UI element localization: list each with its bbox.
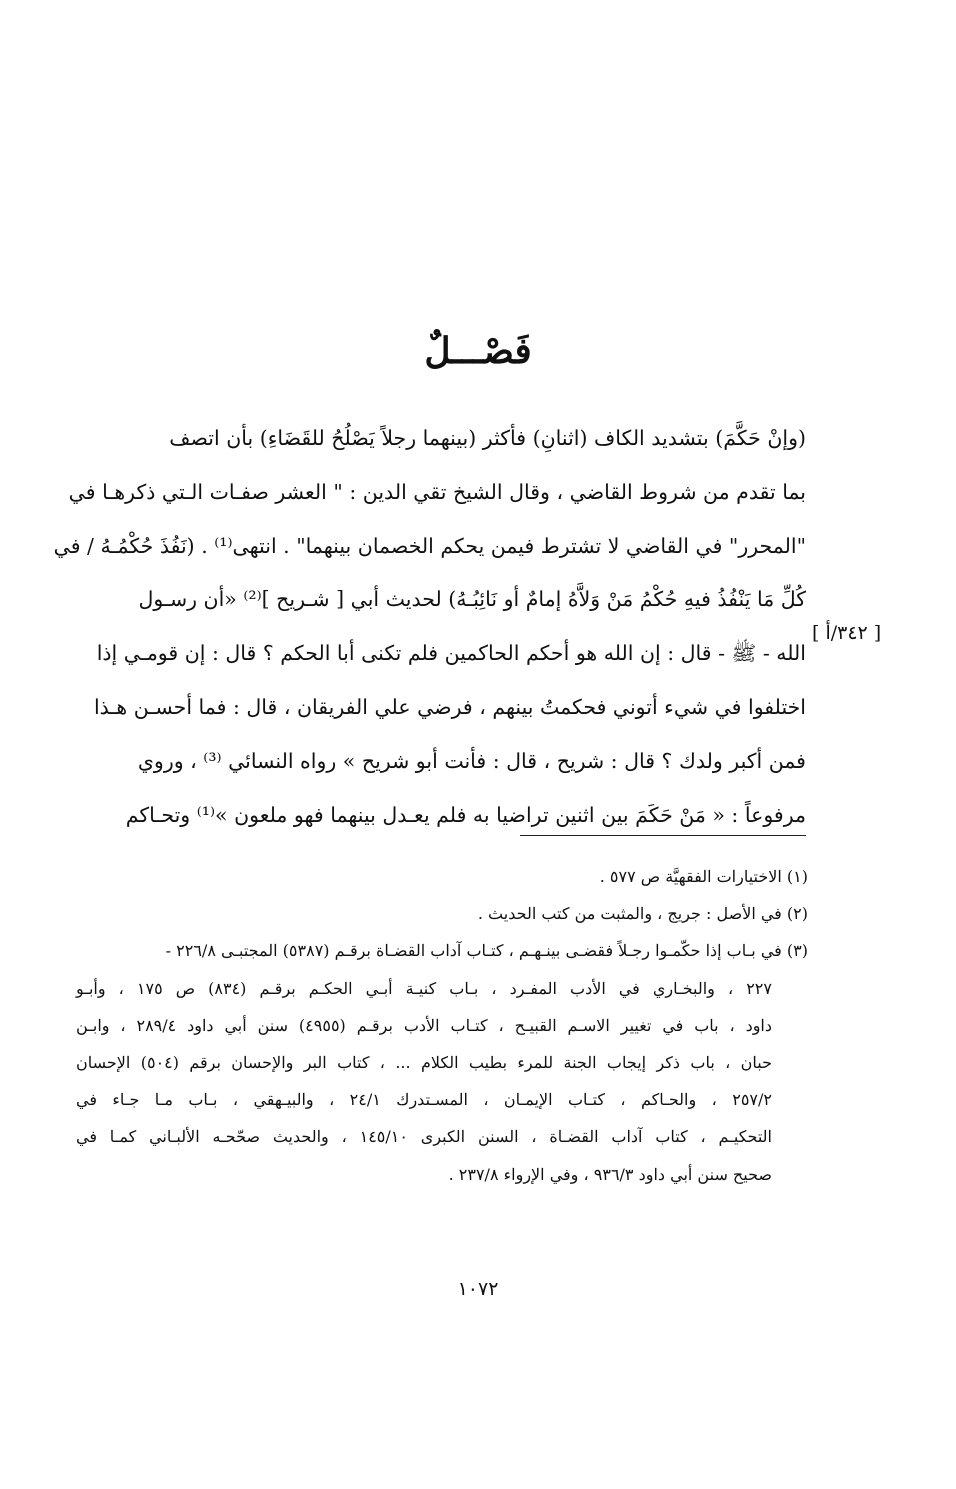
manuscript-folio-marker: [ ٣٤٢/أ ] <box>812 622 882 644</box>
footnotes <box>76 858 808 1193</box>
footnote-3-line: التحكيـم ، كتاب آداب القضـاة ، السنن الكبرى ١٤٥/١٠ ، والحديث صحّحـه الألبـاني كمـا في <box>76 1127 773 1147</box>
text-line: اختلفوا في شيء أتوني فحكمتُ بينهم ، فرضي علي الفريقان ، قال : فما أحسـن هـذا <box>93 694 806 719</box>
footnote-3-line: داود ، باب في تغيير الاسـم القبيـح ، كتـاب الأدب برقـم (٤٩٥٥) سنن أبي داود ٢٨٩/٤ ، وابـن <box>76 1015 773 1035</box>
text-line: كُلِّ مَا يَنْفُذُ فيهِ حُكْمُ مَنْ وَلاَّهُ إمامٌ أو نَائِبُـهُ) لحديث أبي [ شـريح ]⁽²⁾ «أن رسـول <box>138 587 806 612</box>
text-line: بما تقدم من شروط القاضي ، وقال الشيخ تقي الدين : " العشر صفـات الـتي ذكرهـا في <box>68 479 806 504</box>
text-line: مرفوعاً : « مَنْ حَكَمَ بين اثنين تراضيا به فلم يعـدل بينهما فهو ملعون »⁽¹⁾ وتحـاكم <box>125 802 806 827</box>
footnote-3-line: (٣) في بـاب إذا حكّمـوا رجـلاً فقضـى بينـهـم ، كتـاب آداب القضـاة برقـم (٥٣٨٧) المجتبـى ٢٢٦/٨ - <box>165 941 808 961</box>
text-line: فمن أكبر ولدك ؟ قال : شريح ، قال : فأنت أبو شريح » رواه النسائي ⁽³⁾ ، وروي <box>137 748 806 773</box>
main-text <box>53 412 806 842</box>
footnote-3-line: صحيح سنن أبي داود ٩٣٦/٣ ، وفي الإرواء ٢٣٧/٨ . <box>448 1164 772 1184</box>
text-line: (وإنْ حَكَّمَ) بتشديد الكاف (اثنانِ) فأكثر (بينهما رجلاً يَصْلُحُ للقَضَاءِ) بأن اتصف <box>169 426 806 450</box>
footnote-3-line: حبان ، باب ذكر إيجاب الجنة للمرء بطيب الكلام ... ، كتاب البر والإحسان برقم (٥٠٤) الإحسان <box>76 1053 773 1073</box>
footnote-3-line: ٢٥٧/٢ ، والحـاكم ، كتـاب الإيمـان ، المسـتدرك ٢٤/١ ، والبيـهقي ، بـاب مـا جـاء في <box>76 1090 772 1110</box>
footnote-separator <box>520 835 806 836</box>
footnote-1: (١) الاختيارات الفقهيَّة ص ٥٧٧ . <box>599 867 808 886</box>
text-line: "المحرر" في القاضي لا تشترط فيمن يحكم الخصمان بينهما" . انتهى⁽¹⁾ . (نَفُذَ حُكْمُـهُ / في <box>53 533 806 558</box>
page-number: ١٠٧٢ <box>457 1278 499 1300</box>
text-line: الله - ﷺ - قال : إن الله هو أحكم الحاكمين فلم تكنى أبا الحكم ؟ قال : إن قومـي إذا <box>96 641 806 666</box>
section-title: فَصْـــلٌ <box>424 330 532 372</box>
footnote-2: (٢) في الأصل : جريج ، والمثبت من كتب الحديث . <box>477 904 808 924</box>
footnote-3-line: ٢٢٧ ، والبخـاري في الأدب المفـرد ، بـاب كنيـة أبـي الحكـم برقـم (٨٣٤) ص ١٧٥ ، وأبـو <box>76 978 772 998</box>
